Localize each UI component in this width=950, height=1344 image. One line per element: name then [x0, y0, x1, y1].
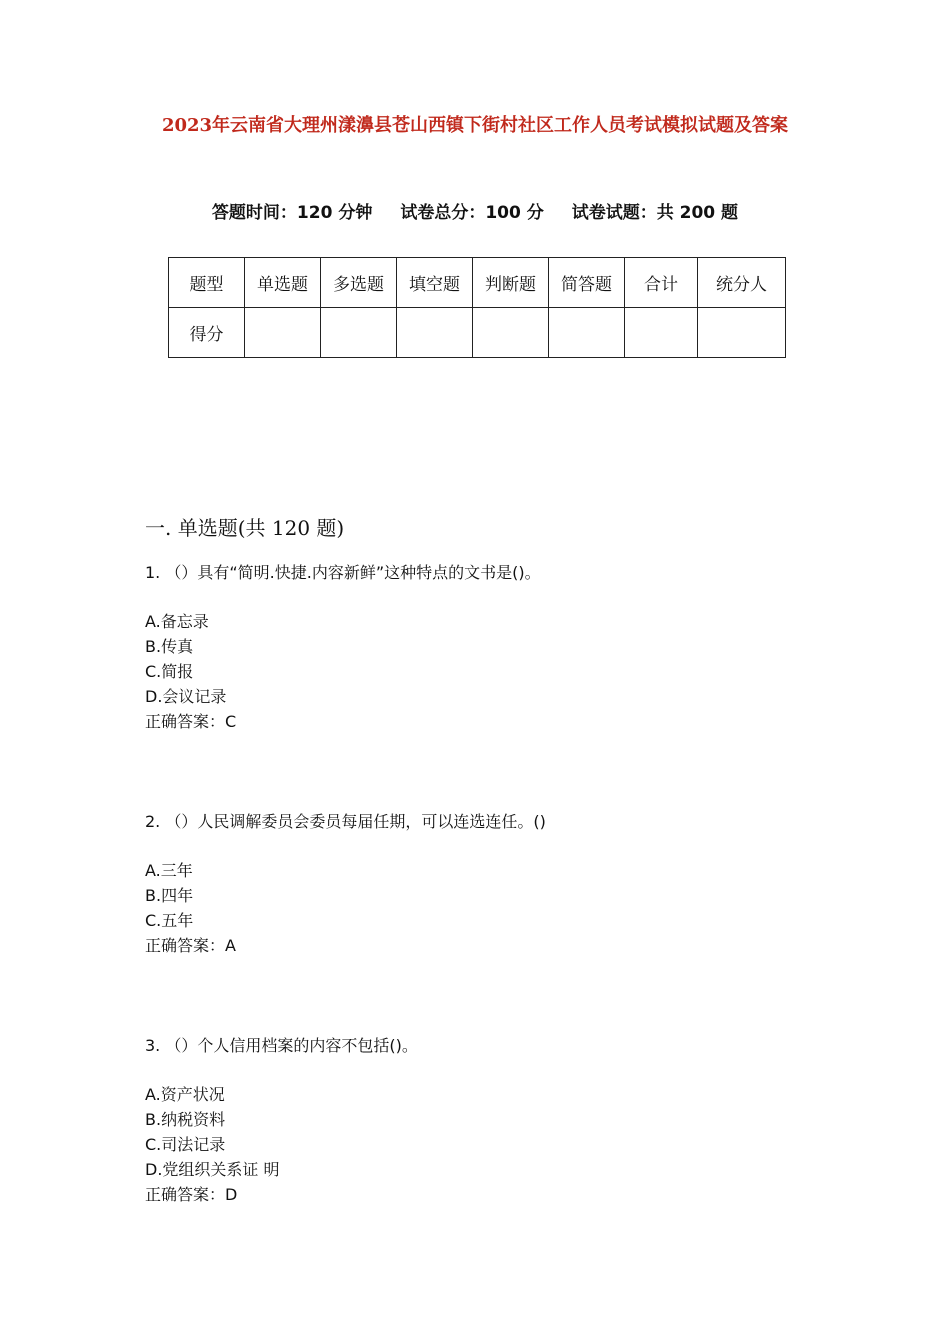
score-table-header-row [169, 258, 786, 308]
option: A.备忘录 [145, 612, 209, 631]
section-title: 一. 单选题(共 120 题) [145, 516, 345, 540]
question-3 [145, 1033, 418, 1207]
row-label-cell: 得分 [169, 308, 245, 358]
option: D.会议记录 [145, 687, 227, 706]
score-cell [625, 308, 698, 358]
score-cell [698, 308, 786, 358]
header-cell: 填空题 [397, 258, 473, 308]
answer: 正确答案：C [145, 712, 237, 731]
option: C.司法记录 [145, 1135, 226, 1154]
score-table [168, 257, 786, 358]
option: B.传真 [145, 637, 194, 656]
answer: 正确答案：D [145, 1185, 238, 1204]
exam-time: 答题时间：120 分钟 [211, 203, 373, 223]
header-cell: 合计 [625, 258, 698, 308]
exam-question-count: 试卷试题：共 200 题 [571, 203, 739, 223]
header-cell: 统分人 [698, 258, 786, 308]
option: C.五年 [145, 911, 194, 930]
score-cell [245, 308, 321, 358]
score-cell [473, 308, 549, 358]
question-1 [145, 560, 541, 734]
option: B.四年 [145, 886, 194, 905]
header-cell: 题型 [169, 258, 245, 308]
score-cell [397, 308, 473, 358]
question-2 [145, 809, 546, 958]
question-stem: 1. （）具有“简明.快捷.内容新鲜”这种特点的文书是()。 [145, 563, 541, 582]
option: C.简报 [145, 662, 194, 681]
header-cell: 判断题 [473, 258, 549, 308]
answer: 正确答案：A [145, 936, 236, 955]
score-cell [321, 308, 397, 358]
option: A.三年 [145, 861, 193, 880]
exam-total-score: 试卷总分：100 分 [400, 203, 544, 223]
option: B.纳税资料 [145, 1110, 226, 1129]
exam-meta [0, 201, 950, 225]
header-cell: 简答题 [549, 258, 625, 308]
score-table-score-row [169, 308, 786, 358]
question-stem: 2. （）人民调解委员会委员每届任期，可以连选连任。() [145, 812, 546, 831]
header-cell: 多选题 [321, 258, 397, 308]
question-stem: 3. （）个人信用档案的内容不包括()。 [145, 1036, 418, 1055]
document-title: 2023年云南省大理州漾濞县苍山西镇下街村社区工作人员考试模拟试题及答案 [161, 115, 789, 136]
score-cell [549, 308, 625, 358]
header-cell: 单选题 [245, 258, 321, 308]
option: A.资产状况 [145, 1085, 225, 1104]
option: D.党组织关系证 明 [145, 1160, 280, 1179]
